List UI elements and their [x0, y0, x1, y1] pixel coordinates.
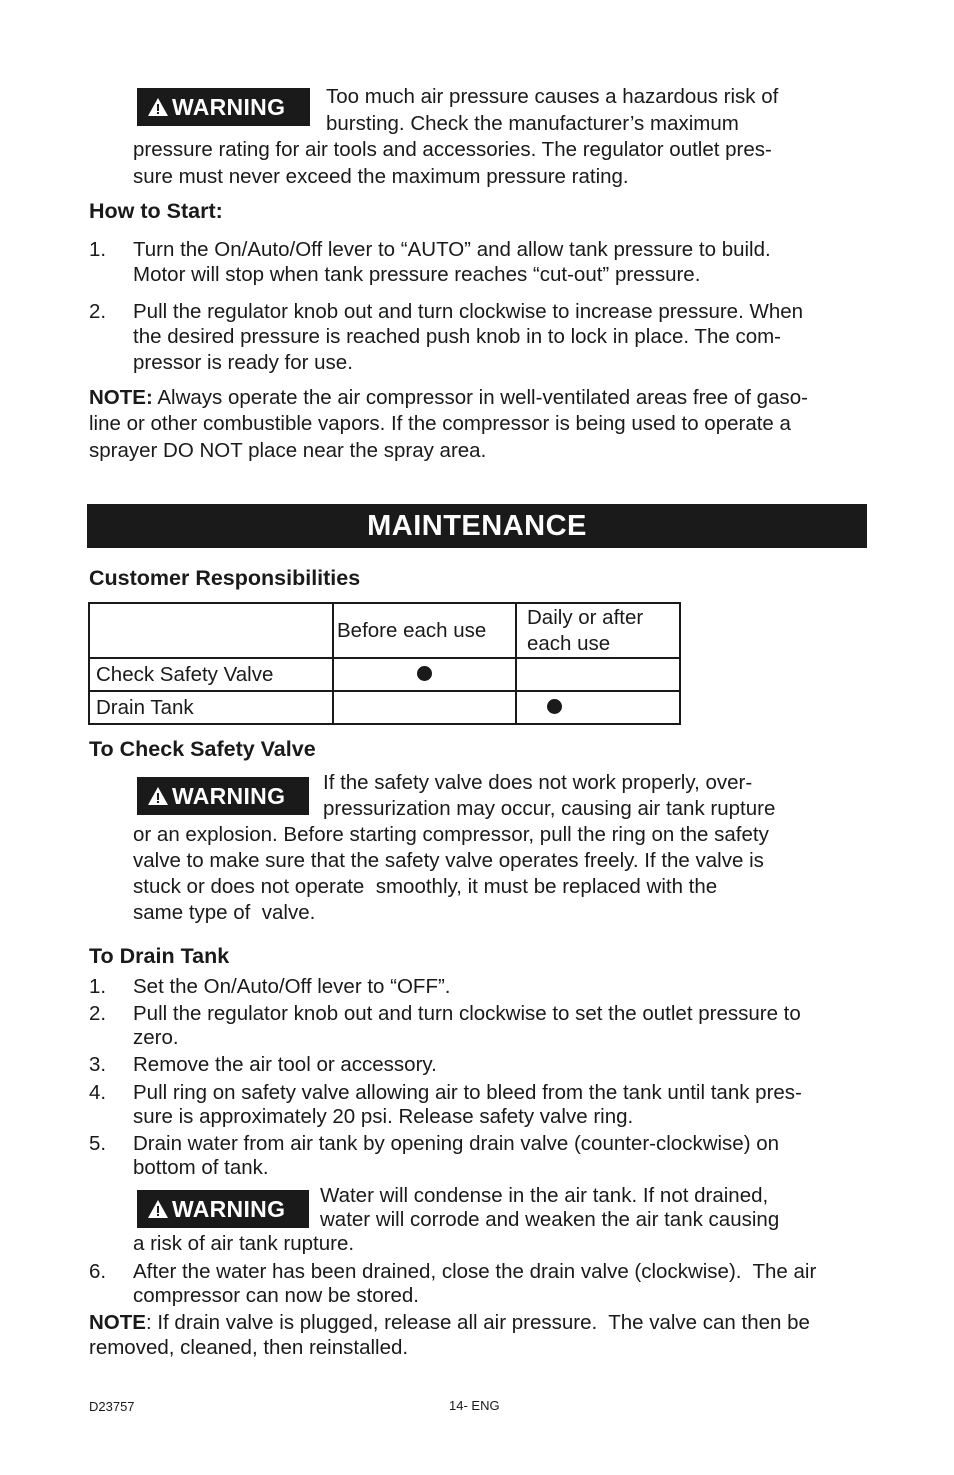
- warning-label: WARNING: [172, 94, 286, 120]
- warning-badge-pressure: [137, 88, 310, 126]
- how-to-start-heading: How to Start:: [89, 199, 223, 223]
- safety-valve-line3: or an explosion. Before starting compressor, pull the ring on the safety: [133, 823, 769, 846]
- drain-item-2-line1: Pull the regulator knob out and turn clockwise to set the outlet pressure to: [133, 1002, 801, 1025]
- safety-valve-line6: same type of valve.: [133, 901, 316, 924]
- drain-item-5-line2: bottom of tank.: [133, 1156, 269, 1179]
- maintenance-banner: MAINTENANCE: [87, 504, 867, 548]
- footer-doc-number: D23757: [89, 1399, 135, 1414]
- drain-item-1-num: 1.: [89, 975, 107, 998]
- row2-before-cell: [333, 691, 516, 724]
- bullet-dot: [417, 666, 432, 681]
- warning-label: WARNING: [172, 783, 286, 809]
- start-item-2-line1: Pull the regulator knob out and turn clockwise to increase pressure. When: [133, 300, 804, 323]
- drain-item-4-line2: sure is approximately 20 psi. Release safety valve ring.: [133, 1105, 634, 1128]
- drain-item-6-line2: compressor can now be stored.: [133, 1284, 419, 1307]
- check-safety-valve-heading: To Check Safety Valve: [89, 737, 316, 761]
- warning1-line4: sure must never exceed the maximum pressure rating.: [133, 165, 629, 188]
- note1-line1: [89, 385, 808, 411]
- warning1-line3: pressure rating for air tools and accessories. The regulator outlet pres-: [133, 138, 772, 161]
- safety-valve-line4: valve to make sure that the safety valve operates freely. If the valve is: [133, 849, 764, 872]
- drain-item-2-line2: zero.: [133, 1026, 179, 1049]
- start-item-1-line2: Motor will stop when tank pressure reaches “cut-out” pressure.: [133, 263, 701, 286]
- drain-item-3-line1: Remove the air tool or accessory.: [133, 1053, 437, 1076]
- warning-badge-condense: [137, 1190, 309, 1228]
- note1-line2: line or other combustible vapors. If the compressor is being used to operate a: [89, 412, 791, 435]
- drain-item-5-num: 5.: [89, 1132, 107, 1155]
- daily-line1: Daily or after: [527, 605, 644, 629]
- table-header-before-each-use: Before each use: [333, 603, 516, 658]
- start-item-1-line1: Turn the On/Auto/Off lever to “AUTO” and allow tank pressure to build.: [133, 238, 771, 261]
- warning-badge-safety-valve: [137, 777, 309, 815]
- row1-daily-cell: [516, 658, 680, 691]
- safety-valve-line5: stuck or does not operate smoothly, it must be replaced with the: [133, 875, 718, 898]
- daily-line2: each use: [527, 631, 611, 655]
- drain-item-5-line1: Drain water from air tank by opening drain valve (counter-clockwise) on: [133, 1132, 780, 1155]
- warning-triangle-icon: [147, 1199, 169, 1219]
- table-row: [89, 691, 680, 724]
- drain-item-2-num: 2.: [89, 1002, 107, 1025]
- table-row: [89, 658, 680, 691]
- note1-text1: Always operate the air compressor in well-ventilated areas free of gaso-: [152, 386, 808, 409]
- drain-warning-line3: a risk of air tank rupture.: [133, 1232, 355, 1255]
- table-header-daily: [516, 603, 680, 658]
- row-drain-tank: Drain Tank: [89, 691, 333, 724]
- note1-line3: sprayer DO NOT place near the spray area.: [89, 439, 487, 462]
- footer-page-number: 14- ENG: [449, 1398, 500, 1413]
- row-check-safety-valve: Check Safety Valve: [89, 658, 333, 691]
- warning-triangle-icon: [147, 786, 169, 806]
- row1-before-cell: [333, 658, 516, 691]
- note2-line1: [89, 1310, 810, 1335]
- note1-label: NOTE:: [89, 386, 153, 409]
- row2-daily-cell: [516, 691, 680, 724]
- table-header-empty: [89, 603, 333, 658]
- note2-line2: removed, cleaned, then reinstalled.: [89, 1336, 409, 1359]
- drain-warning-line1: Water will condense in the air tank. If not drained,: [320, 1184, 769, 1207]
- drain-warning-line2: water will corrode and weaken the air tank causing: [320, 1208, 780, 1231]
- drain-item-3-num: 3.: [89, 1053, 107, 1076]
- drain-tank-heading: To Drain Tank: [89, 944, 230, 968]
- bullet-dot: [547, 699, 562, 714]
- responsibilities-table: [88, 602, 681, 725]
- warning1-line2: bursting. Check the manufacturer’s maximum: [326, 112, 739, 135]
- note2-text1: : If drain valve is plugged, release all air pressure. The valve can then be: [145, 1311, 810, 1334]
- drain-item-6-line1: After the water has been drained, close the drain valve (clockwise). The air: [133, 1260, 817, 1283]
- start-item-2-line2: the desired pressure is reached push knob in to lock in place. The com-: [133, 325, 782, 348]
- drain-item-1-line1: Set the On/Auto/Off lever to “OFF”.: [133, 975, 451, 998]
- start-item-1-num: 1.: [89, 238, 107, 261]
- start-item-2-line3: pressor is ready for use.: [133, 351, 353, 374]
- warning1-line1: Too much air pressure causes a hazardous risk of: [326, 85, 779, 108]
- safety-valve-line2: pressurization may occur, causing air tank rupture: [323, 797, 776, 820]
- drain-item-6-num: 6.: [89, 1260, 107, 1283]
- drain-item-4-line1: Pull ring on safety valve allowing air to bleed from the tank until tank pres-: [133, 1081, 802, 1104]
- customer-responsibilities-heading: Customer Responsibilities: [89, 566, 361, 590]
- drain-item-4-num: 4.: [89, 1081, 107, 1104]
- note2-label: NOTE: [89, 1311, 146, 1334]
- warning-label: WARNING: [172, 1196, 286, 1222]
- start-item-2-num: 2.: [89, 300, 107, 323]
- safety-valve-line1: If the safety valve does not work properly, over-: [323, 771, 753, 794]
- warning-triangle-icon: [147, 97, 169, 117]
- table-header-row: [89, 603, 680, 658]
